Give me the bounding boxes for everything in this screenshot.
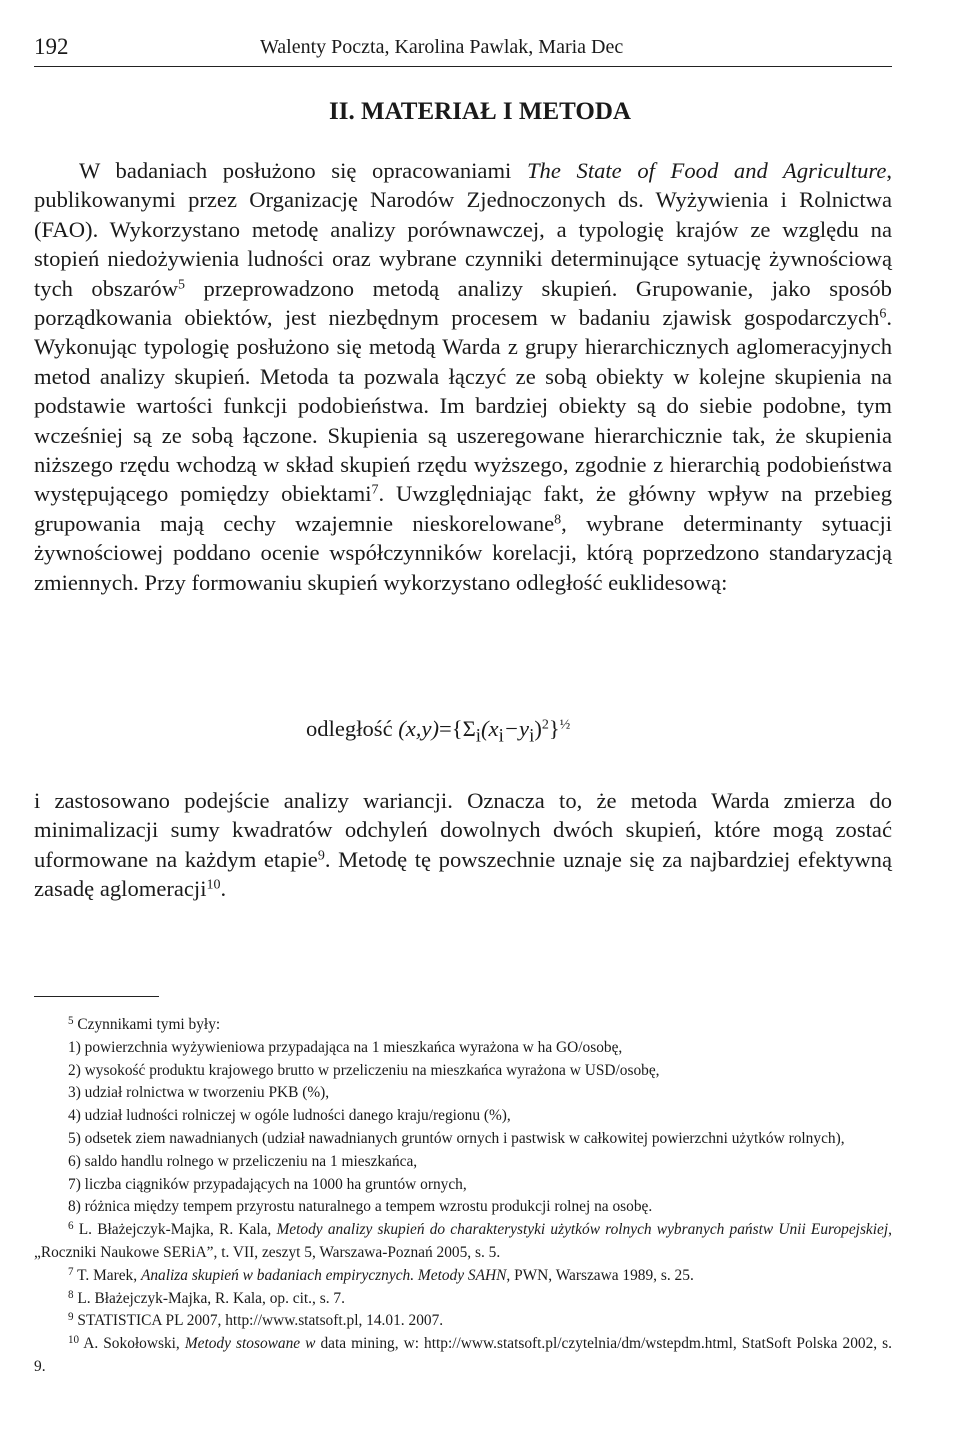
footnote-6-author: L. Błażejczyk-Majka, R. Kala, (73, 1221, 277, 1239)
formula-sub-2: i (498, 725, 504, 747)
footnote-ref-10: 10 (206, 877, 221, 893)
formula-equals: = (439, 716, 452, 741)
para1-text-6: , wybrane determinanty sytuacji żywnościowej poddano ocenie współczynników korelacji, którą poprzedzono standaryzacją zmiennych. Przy formowaniu skupień wykorzystano odległość euklidesową: (34, 510, 892, 595)
formula-label: odległość (306, 716, 393, 741)
body-paragraph-2 (34, 786, 892, 904)
footnote-ref-5: 5 (178, 276, 186, 292)
para2-text-1: i zastosowano podejście analizy wariancji. Oznacza to, że metoda Warda zmierza do minimalizacji sumy kwadratów odchyleń dowolnych dwóch skupień, które mogą zostać uformowane na każdym etapie (34, 788, 892, 872)
footnote-9-text: STATISTICA PL 2007, http://www.statsoft.pl, 14.01. 2007. (73, 1312, 444, 1330)
footnotes (34, 1014, 892, 1379)
para1-italic-title: The State of Food and Agriculture (526, 158, 887, 183)
footnote-ref-7: 7 (371, 482, 379, 498)
footnote-9-number: 9 (68, 1311, 74, 1324)
footnote-5-number: 5 (68, 1015, 74, 1028)
footnote-5-item-7: 7) liczba ciągników przypadających na 1000 ha gruntów ornych, (68, 1175, 467, 1193)
footnote-6 (34, 1219, 892, 1265)
formula-sub-3: i (529, 725, 535, 747)
para2-text-3: . (220, 876, 227, 902)
formula-close: ) (534, 716, 542, 741)
footnote-6-number: 6 (68, 1220, 74, 1233)
footnote-8-text: L. Błażejczyk-Majka, R. Kala, op. cit., s. 7. (73, 1289, 345, 1307)
para2-text-2: . Metodę tę powszechnie uznaje się za najbardziej efektywną zasadę aglomeracji (34, 846, 892, 902)
footnote-5-item-2: 2) wysokość produktu krajowego brutto w przeliczeniu na mieszkańca wyrażona w USD/osobę, (68, 1061, 660, 1079)
footnote-9 (34, 1310, 892, 1333)
formula-sub-1: i (475, 725, 481, 747)
body-paragraph-1 (34, 156, 892, 597)
footnote-7-number: 7 (68, 1265, 74, 1278)
footnote-10-number: 10 (68, 1334, 80, 1347)
para1-text-4: . Wykonując typologię posłużono się metodą Warda z grupy hierarchicznych aglomeracyjnych metod analizy skupień. Metoda ta pozwala łączyć ze sobą obiekty w kolejne skupienia na podstawie wartości funkcji podobieństwa. Im bardziej obiekty są do siebie podobne, tym wcześniej są ze sobą łączone. Skupienia są uszeregowane hierarchicznie tak, że skupienia niższego rzędu wchodzą w skład skupień rzędu wyższego, zgodnie z hierarchią podobieństwa występującego pomiędzy obiektami (34, 305, 892, 507)
section-title: II. MATERIAŁ I METODA (329, 98, 631, 125)
footnote-7-rest: , PWN, Warszawa 1989, s. 25. (506, 1266, 694, 1284)
footnote-5-item-4: 4) udział ludności rolniczej w ogóle ludności danego kraju/regionu (%), (68, 1107, 511, 1125)
footnote-ref-9: 9 (317, 848, 325, 864)
formula-brace: } (548, 716, 560, 741)
footnote-5-item-6: 6) saldo handlu rolnego w przeliczeniu na 1 mieszkańca, (68, 1152, 418, 1170)
footnote-10 (34, 1333, 892, 1379)
footnote-5-item-3: 3) udział rolnictwa w tworzeniu PKB (%), (68, 1084, 330, 1102)
formula-square: 2 (541, 717, 549, 733)
footnote-10-rest: data mining, w: http://www.statsoft.pl/czytelnia/dm/wstepdm.html, StatSoft Polska 2002, s. 9. (34, 1335, 892, 1375)
formula-minus: −y (503, 716, 530, 741)
euclidean-distance-formula (306, 716, 570, 748)
footnote-8 (34, 1288, 892, 1311)
footnote-5-item-8: 8) różnica między tempem przyrostu naturalnego a tempem wzrostu produkcji rolnej na osobę. (68, 1198, 653, 1216)
footnote-6-rest: , „Roczniki Naukowe SERiA”, t. VII, zeszyt 5, Warszawa-Poznań 2005, s. 5. (34, 1221, 893, 1261)
para1-text-5: . Uwzględniając fakt, że główny wpływ na przebieg grupowania mają cechy wzajemnie nieskorelowane (34, 481, 892, 536)
formula-open: {Σ (451, 716, 476, 741)
footnote-ref-6: 6 (879, 306, 887, 322)
running-head-authors: Walenty Poczta, Karolina Pawlak, Maria Dec (260, 36, 624, 58)
footnote-8-number: 8 (68, 1288, 74, 1301)
page-header (34, 34, 892, 67)
footnote-5-item-5: 5) odsetek ziem nawadnianych (udział nawadnianych gruntów ornych i pastwisk w całkowitej powierzchni użytków rolnych), (68, 1129, 845, 1147)
footnote-separator (34, 996, 159, 997)
page-number: 192 (34, 34, 69, 59)
footnote-10-author: A. Sokołowski, (79, 1335, 185, 1353)
footnote-7-author: T. Marek, (73, 1266, 141, 1284)
footnote-5-item-1: 1) powierzchnia wyżywieniowa przypadająca na 1 mieszkańca wyrażona w ha GO/osobę, (68, 1038, 623, 1056)
formula-body-open: (x (481, 716, 499, 741)
footnote-ref-8: 8 (554, 512, 562, 528)
para1-text-2: , publikowanymi przez Organizację Narodów Zjednoczonych ds. Wyżywienia i Rolnictwa (FAO). Wykorzystano metodę analizy porównawczej, a typologię krajów ze względu na stopień niedożywienia ludności oraz wybrane czynniki determinujące sytuację żywnościową tych obszarów (34, 158, 893, 301)
para1-text-1: W badaniach posłużono się opracowaniami (79, 158, 512, 183)
footnote-5 (34, 1014, 892, 1037)
formula-exponent: ½ (559, 717, 571, 733)
para1-text-3: przeprowadzono metodą analizy skupień. Grupowanie, jako sposób porządkowania obiektów, jest niezbędnym procesem w badaniu zjawisk gospodarczych (34, 275, 892, 331)
footnote-7 (34, 1265, 892, 1288)
footnote-10-title: Metody stosowane w (184, 1335, 316, 1353)
formula-args: (x,y) (398, 716, 440, 741)
footnote-6-title: Metody analizy skupień do charakterystyki użytków rolnych wybranych państw Unii Europejskiej (276, 1221, 889, 1239)
footnote-7-title: Analiza skupień w badaniach empirycznych. Metody SAHN (140, 1266, 507, 1284)
footnote-5-lead: Czynnikami tymi były: (73, 1016, 221, 1033)
